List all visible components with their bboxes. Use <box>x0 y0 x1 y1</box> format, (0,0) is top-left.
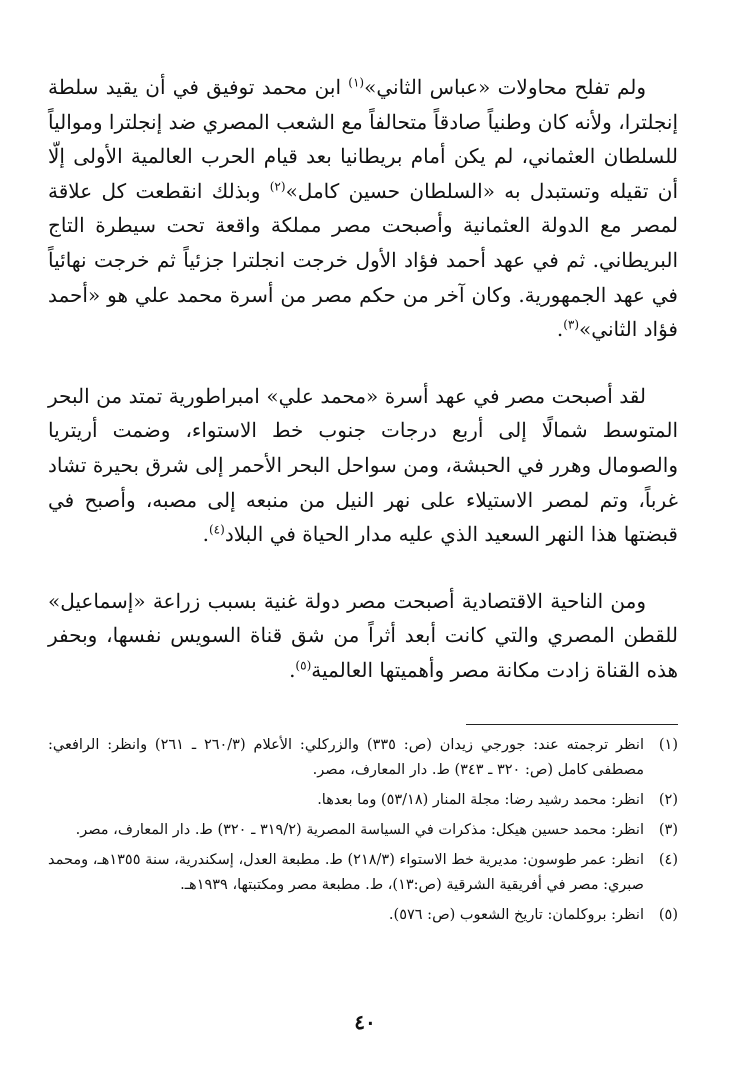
page-number: ٤٠ <box>354 1010 376 1034</box>
footnote-number: (٤) <box>658 852 678 868</box>
main-text <box>48 70 678 688</box>
footnote-ref-3: (٣) <box>563 317 580 332</box>
footnote-item <box>48 818 678 843</box>
footnotes <box>48 733 678 933</box>
paragraph-3-text: ومن الناحية الاقتصادية أصبحت مصر دولة غنية بسبب زراعة «إسماعيل» للقطن المصري والتي كانت أبعد أثراً من شق قناة السويس نفسها، وبحفر هذه القناة زادت مكانة مصر وأهميتها العالمية <box>48 588 678 682</box>
footnote-text: انظر: محمد حسين هيكل: مذكرات في السياسة المصرية (٣١٩/٢ ـ ٣٢٠) ط. دار المعارف، مصر. <box>75 822 644 838</box>
paragraph-1 <box>48 70 678 347</box>
paragraph-2-text: لقد أصبحت مصر في عهد أسرة «محمد علي» امبراطورية تمتد من البحر المتوسط شمالًا إلى أربع درجات جنوب خط الاستواء، وضمت أريتريا والصومال وهرر في الحبشة، ومن سواحل البحر الأحمر إلى شرق بحيرة تشاد غرباً، وتم لمصر الاستيلاء على نهر النيل من منبعه إلى مصبه، وأصبح في قبضتها هذا النهر السعيد الذي عليه مدار الحياة في البلاد <box>48 383 678 547</box>
footnote-ref-5: (٥) <box>295 658 312 673</box>
footnote-number: (٢) <box>658 792 678 808</box>
footnote-item <box>48 903 678 928</box>
footnote-ref-1: (١) <box>348 75 365 90</box>
footnote-number: (٥) <box>658 907 678 923</box>
paragraph-3 <box>48 584 678 688</box>
footnote-text: انظر ترجمته عند: جورجي زيدان (ص: ٣٣٥) والزركلي: الأعلام (٢٦٠/٣ ـ ٢٦١) وانظر: الرافعي: مصطفى كامل (ص: ٣٢٠ ـ ٣٤٣) ط. دار المعارف، مصر. <box>48 737 644 778</box>
footnote-item <box>48 733 678 783</box>
footnote-text: انظر: محمد رشيد رضا: مجلة المنار (٥٣/١٨) وما بعدها. <box>317 792 644 808</box>
footnote-number: (١) <box>658 737 678 753</box>
footnote-text: انظر: بروكلمان: تاريخ الشعوب (ص: ٥٧٦). <box>388 907 644 923</box>
footnote-separator <box>466 724 678 725</box>
footnote-item <box>48 848 678 898</box>
footnote-item <box>48 788 678 813</box>
paragraph-1-text-c: وبذلك انقطعت كل علاقة لمصر مع الدولة العثمانية وأصبحت مصر مملكة واقعة تحت سيطرة التاج البريطاني. ثم في عهد أحمد فؤاد الأول خرجت انجلترا جزئياً ثم خرجت نهائياً في عهد الجمهورية. وكان آخر من حكم مصر من أسرة محمد علي هو «أحمد فؤاد الثاني» <box>48 178 678 342</box>
footnote-text: انظر: عمر طوسون: مديرية خط الاستواء (٢١٨/٣) ط. مطبعة العدل، إسكندرية، سنة ١٣٥٥هـ، ومحمد صبري: مصر في أفريقية الشرقية (ص:١٣)، ط. مطبعة مصر ومكتبتها، ١٩٣٩هـ. <box>48 852 645 893</box>
paragraph-2 <box>48 379 678 552</box>
paragraph-2-period: . <box>202 522 209 547</box>
paragraph-1-text-a: ولم تفلح محاولات «عباس الثاني» <box>364 75 647 99</box>
footnote-ref-4: (٤) <box>208 522 225 537</box>
paragraph-1-period: . <box>556 317 564 342</box>
paragraph-1-text-b: ابن محمد توفيق في أن يقيد سلطة إنجلترا، ولأنه كان وطنياً صادقاً متحالفاً مع الشعب المصري ضد إنجلترا وموالياً للسلطان العثماني، لم يكن أمام بريطانيا بعد قيام الحرب العالمية الأولى إلّا أن تقيله وتستبدل به «السلطان حسين كامل» <box>48 75 678 203</box>
footnote-number: (٣) <box>658 822 678 838</box>
footnote-ref-2: (٢) <box>269 179 286 194</box>
paragraph-3-period: . <box>289 657 296 682</box>
